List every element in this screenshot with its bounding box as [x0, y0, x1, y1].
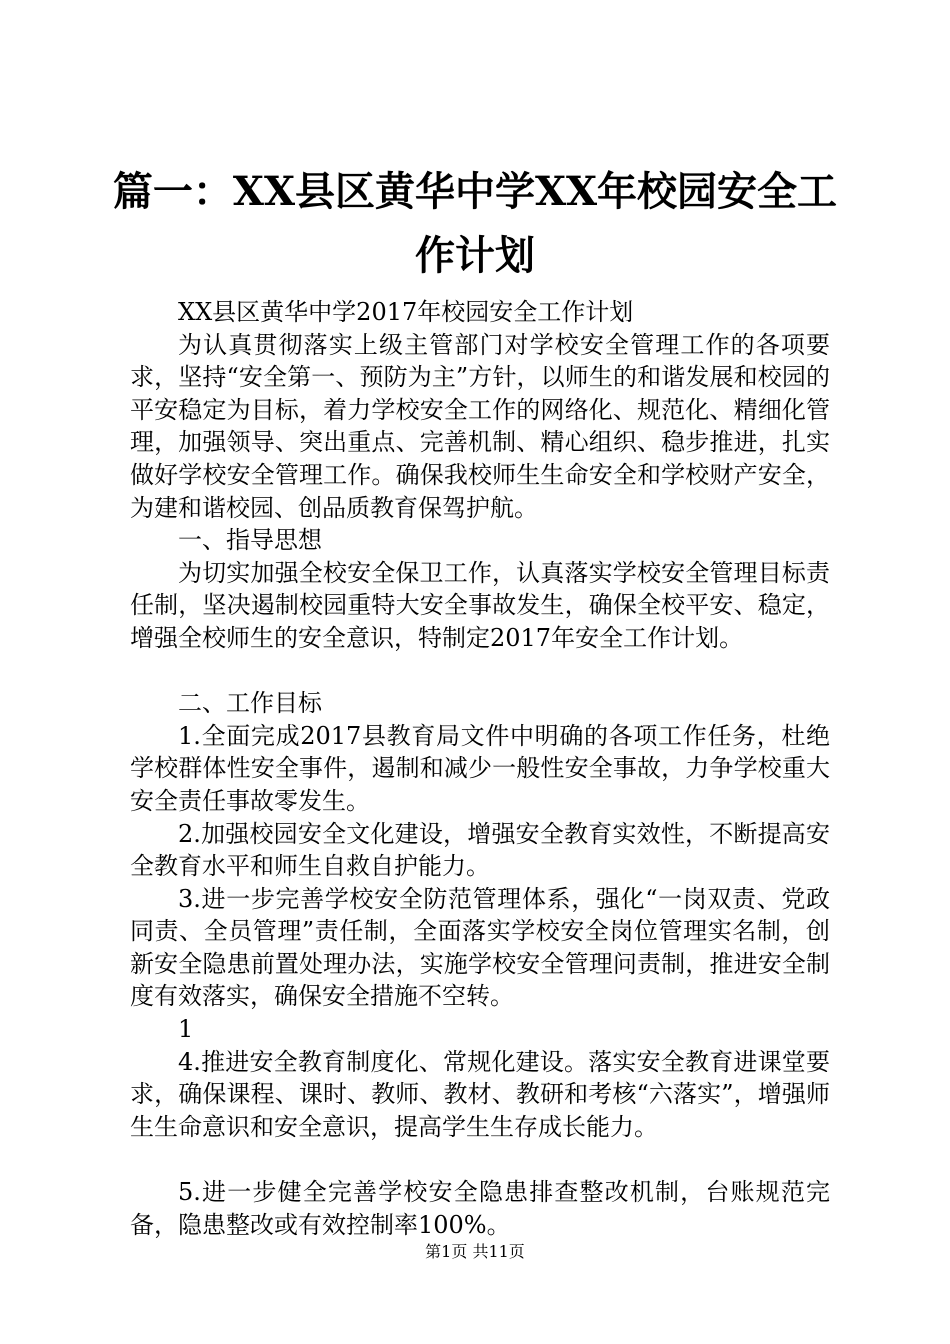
paragraph-subtitle: XX县区黄华中学2017年校园安全工作计划 [178, 298, 634, 326]
paragraph-goal-4: 4.推进安全教育制度化、常规化建设。落实安全教育进课堂要求，确保课程、课时、教师、教材、教研和考核“六落实”，增强师生生命意识和安全意识，提高学生生存成长能力。 [130, 1047, 830, 1141]
paragraph-intro: 为认真贯彻落实上级主管部门对学校安全管理工作的各项要求，坚持“安全第一、预防为主”方针，以师生的和谐发展和校园的平安稳定为目标，着力学校安全工作的网络化、规范化、精细化管理，加强领导、突出重点、完善机制、精心组织、稳步推进，扎实做好学校安全管理工作。确保我校师生生命安全和学校财产安全，为建和谐校园、创品质教育保驾护航。 [130, 330, 830, 522]
document-body [130, 296, 830, 1241]
paragraph-goal-1: 1.全面完成2017县教育局文件中明确的各项工作任务，杜绝学校群体性安全事件，遏制和减少一般性安全事故，力争学校重大安全责任事故零发生。 [130, 721, 830, 815]
paragraph-goal-5: 5.进一步健全完善学校安全隐患排查整改机制，台账规范完备，隐患整改或有效控制率100%。 [130, 1178, 830, 1239]
paragraph-guiding-thought: 为切实加强全校安全保卫工作，认真落实学校安全管理目标责任制，坚决遏制校园重特大安全事故发生，确保全校平安、稳定，增强全校师生的安全意识，特制定2017年安全工作计划。 [130, 558, 830, 652]
heading-guiding-thought: 一、指导思想 [178, 526, 322, 555]
heading-work-goals: 二、工作目标 [178, 689, 322, 718]
page-footer: 第1页 共11页 [425, 1242, 525, 1261]
paragraph-number-marker: 1 [178, 1015, 194, 1044]
paragraph-goal-3: 3.进一步完善学校安全防范管理体系，强化“一岗双责、党政同责、全员管理”责任制，全面落实学校安全岗位管理实名制，创新安全隐患前置处理办法，实施学校安全管理问责制，推进安全制度有效落实，确保安全措施不空转。 [130, 884, 830, 1011]
document-title: 篇一：XX县区黄华中学XX年校园安全工作计划 [112, 168, 838, 279]
paragraph-goal-2: 2.加强校园安全文化建设，增强安全教育实效性，不断提高安全教育水平和师生自救自护能力。 [130, 819, 830, 881]
